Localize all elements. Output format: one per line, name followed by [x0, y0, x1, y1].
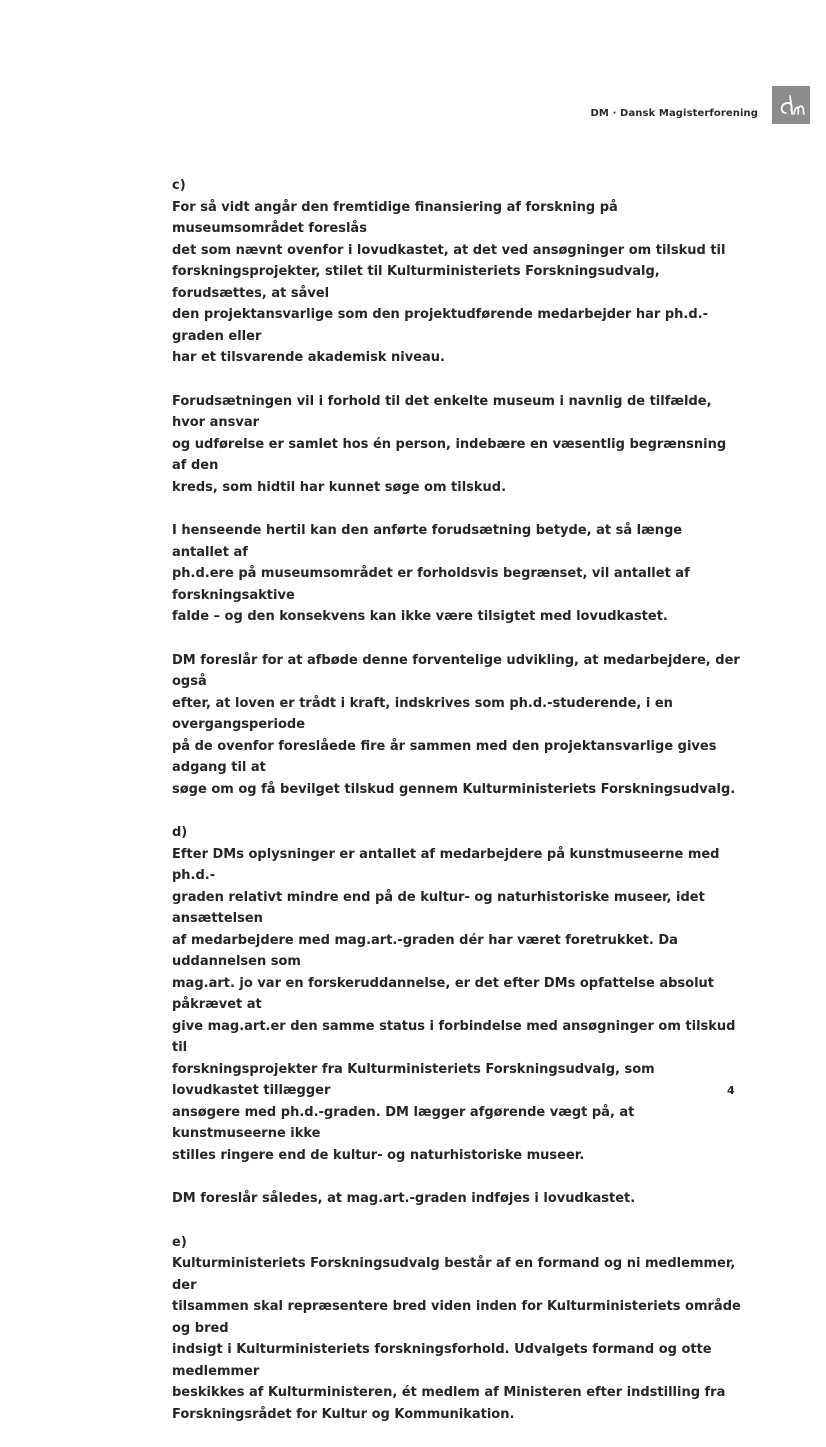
section-c-paragraph-1: c) For så vidt angår den fremtidige finansiering af forskning på museumsområdet foreslås det som nævnt ovenfor i lovudkastet, at det ved ansøgninger om tilskud til forskningsprojekter, stilet til Kulturministeriets Forskningsudvalg, forudsættes, at såvel den projektansvarlige som den projektudførende medarbejder har ph.d.-graden eller har et tilsvarende akademisk niveau. — [172, 178, 726, 365]
page-header — [591, 86, 810, 124]
section-d-paragraph-1: d) Efter DMs oplysninger er antallet af medarbejdere på kunstmuseerne med ph.d.- graden relativt mindre end på de kultur- og naturhistoriske museer, idet ansættelsen af medarbejdere med mag.art.-graden dér har været foretrukket. Da uddannelsen som mag.art. jo var en forskeruddannelse, er det efter DMs opfattelse absolut påkrævet at give mag.art.er den samme status i forbindelse med ansøgninger om tilskud til forskningsprojekter fra Kulturministeriets Forskningsudvalg, som lovudkastet tillægger ansøgere med ph.d.-graden. DM lægger afgørende vægt på, at kunstmuseerne ikke stilles ringere end de kultur- og naturhistoriske museer. — [172, 825, 736, 1163]
section-c-paragraph-2: Forudsætningen vil i forhold til det enkelte museum i navnlig de tilfælde, hvor ansvar og udførelse er samlet hos én person, indebære en væsentlig begrænsning af den kreds, som hidtil har kunnet søge om tilskud. — [172, 393, 727, 495]
section-c-paragraph-3: I henseende hertil kan den anførte forudsætning betyde, at så længe antallet af ph.d.ere på museumsområdet er forholdsvis begrænset, vil antallet af forskningsaktive falde – og den konsekvens kan ikke være tilsigtet med lovudkastet. — [172, 523, 690, 624]
dm-logo-icon — [772, 86, 810, 124]
document-body — [172, 175, 742, 1447]
section-c-paragraph-4: DM foreslår for at afbøde denne forventelige udvikling, at medarbejdere, der også efter, at loven er trådt i kraft, indskrives som ph.d.-studerende, i en overgangsperiode på de ovenfor foreslåede fire år sammen med den projektansvarlige gives adgang til at søge om og få bevilget tilskud gennem Kulturministeriets Forskningsudvalg. — [172, 652, 740, 797]
organization-name: DM · Dansk Magisterforening — [590, 108, 758, 119]
section-d-paragraph-2: DM foreslår således, at mag.art.-graden indføjes i lovudkastet. — [172, 1191, 636, 1206]
section-e-paragraph-1: e) Kulturministeriets Forskningsudvalg består af en formand og ni medlemmer, der tilsammen skal repræsentere bred viden inden for Kulturministeriets område og bred indsigt i Kulturministeriets forskningsforhold. Udvalgets formand og otte medlemmer beskikkes af Kulturministeren, ét medlem af Ministeren efter indstilling fra Forskningsrådet for Kultur og Kommunikation. — [172, 1234, 741, 1422]
page-number: 4 — [727, 1084, 735, 1097]
